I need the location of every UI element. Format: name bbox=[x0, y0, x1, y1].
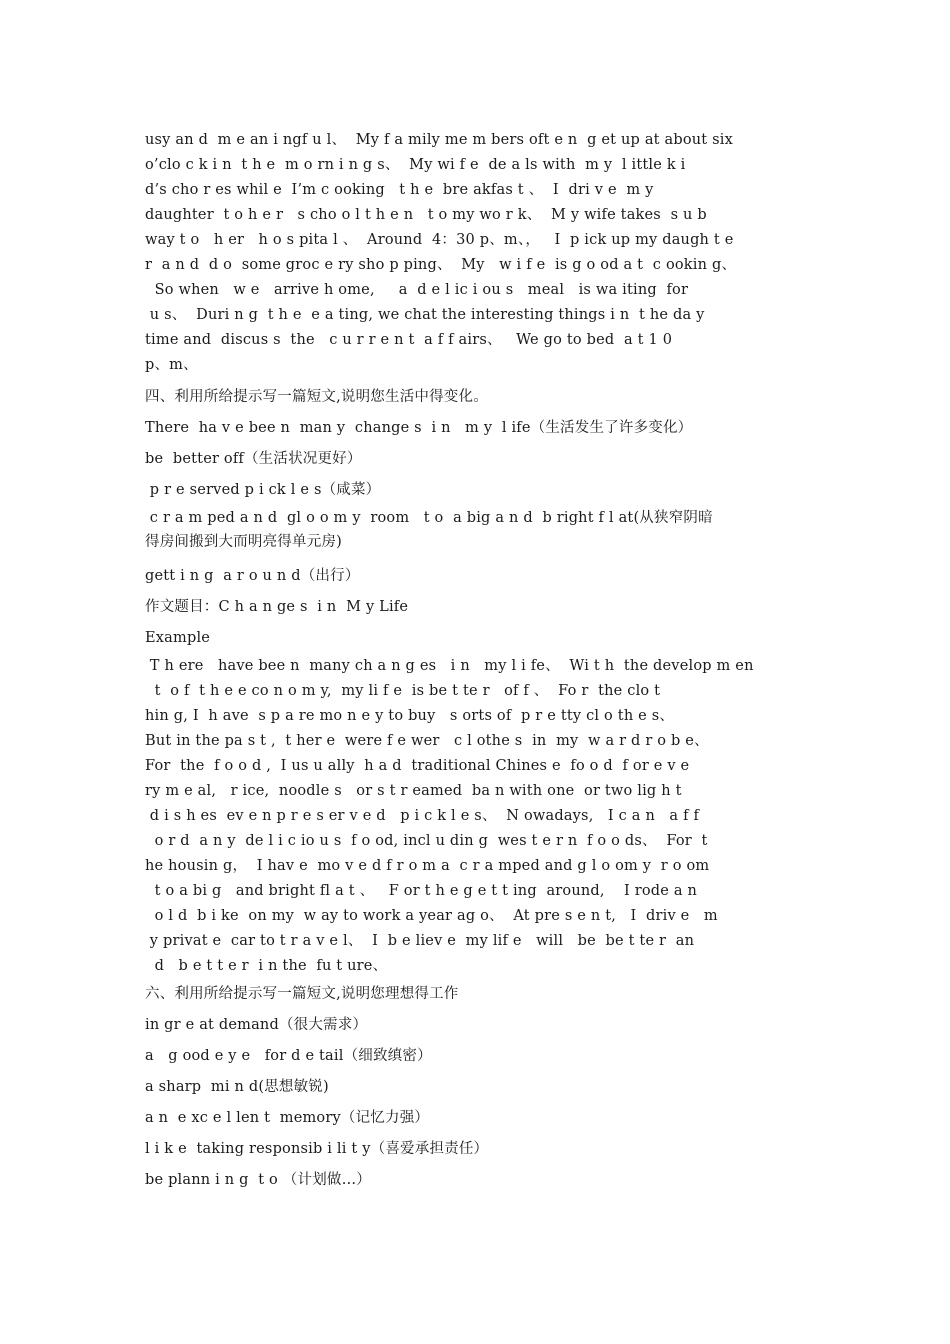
section-heading-6: 六、利用所给提示写一篇短文,说明您理想得工作 bbox=[145, 986, 459, 1002]
text-line: t o a bi g and bright fl a t 、 F or t h e g e t t ing around, I rode a n bbox=[145, 883, 698, 899]
text-line: t o f t h e e co n o m y, my li f e is be t te r of f 、 Fo r the clo t bbox=[145, 683, 661, 699]
text-line: r a n d d o some groc e ry sho p ping、 My w i f e is g o od a t c ookin g、 bbox=[145, 257, 737, 273]
section-heading-4: 四、利用所给提示写一篇短文,说明您生活中得变化。 bbox=[145, 389, 488, 405]
text-line: o r d a n y de l i c io u s f o od, incl u din g wes t e r n f o o ds、 For t bbox=[145, 833, 708, 849]
text-line: But in the pa s t , t her e were f e wer c l othe s in my w a r d r o b e、 bbox=[145, 733, 709, 749]
text-line: d i s h es ev e n p r e s er v e d p i c k l e s、 N owadays, I c a n a f f bbox=[145, 808, 700, 824]
text-line: d’s cho r es whil e I’m c ooking t h e bre akfas t 、 I dri v e m y bbox=[145, 182, 654, 198]
text-line: So when w e arrive h ome, a d e l ic i ou s meal is wa iting for bbox=[145, 282, 689, 298]
document-page bbox=[145, 128, 810, 1196]
text-line: time and discus s the c u r r e n t a f f airs、 We go to bed a t 1 0 bbox=[145, 332, 673, 348]
text-line: hin g, I h ave s p a re mo n e y to buy s orts of p r e tty cl o th e s、 bbox=[145, 708, 675, 724]
hint-item: a g ood e y e for d e tail（细致缜密） bbox=[145, 1048, 432, 1064]
text-line: c r a m ped a n d gl o o m y room t o a big a n d b right f l at(从狭窄阴暗 bbox=[145, 510, 713, 526]
text-line: o’clo c k i n t h e m o rn i n g s、 My wi f e de a ls with m y l ittle k i bbox=[145, 157, 686, 173]
text-line: d b e t t e r i n the fu t ure、 bbox=[145, 958, 388, 974]
text-line: usy an d m e an i ngf u l、 My f a mily me m bers oft e n g et up at about six bbox=[145, 132, 733, 148]
text-line: For the f o o d , I us u ally h a d traditional Chines e fo o d f or e v e bbox=[145, 758, 690, 774]
text-line: T h ere have bee n many ch a n g es i n my l i fe、 Wi t h the develop m en bbox=[145, 658, 754, 674]
example-essay bbox=[145, 654, 810, 979]
example-label: Example bbox=[145, 630, 211, 646]
essay-title: 作文题目：C h a n ge s i n M y Life bbox=[145, 599, 409, 615]
paragraph-daily-life bbox=[145, 128, 810, 378]
text-line: y privat e car to t r a v e l、 I b e liev e my lif e will be be t te r an bbox=[145, 933, 695, 949]
text-line: 得房间搬到大而明亮得单元房) bbox=[145, 534, 342, 550]
hint-item: be better off（生活状况更好） bbox=[145, 451, 362, 467]
text-line: daughter t o h e r s cho o l t h e n t o my wo r k、 M y wife takes s u b bbox=[145, 207, 707, 223]
hint-item: p r e served p i ck l e s（咸菜） bbox=[145, 482, 381, 498]
text-line: p、m、 bbox=[145, 357, 198, 373]
text-line: o l d b i ke on my w ay to work a year ag o、 At pre s e n t, I driv e m bbox=[145, 908, 718, 924]
hint-item-long bbox=[145, 506, 810, 554]
hint-item: l i k e taking responsib i li t y（喜爱承担责任） bbox=[145, 1141, 489, 1157]
hint-item: gett i n g a r o u n d（出行） bbox=[145, 568, 360, 584]
text-line: u s、 Duri n g t h e e a ting, we chat the interesting things i n t he da y bbox=[145, 307, 705, 323]
text-line: ry m e al, r ice, noodle s or s t r eamed ba n with one or two lig h t bbox=[145, 783, 682, 799]
text-line: way t o h er h o s pita l 、 Around 4：30 p、m、， I p ick up my daugh t e bbox=[145, 232, 734, 248]
hint-item: There ha v e bee n man y change s i n m y l ife（生活发生了许多变化） bbox=[145, 420, 693, 436]
hint-item: be plann i n g t o （计划做…） bbox=[145, 1172, 371, 1188]
hint-item: in gr e at demand（很大需求） bbox=[145, 1017, 368, 1033]
hint-item: a n e xc e l len t memory（记忆力强） bbox=[145, 1110, 430, 1126]
text-line: he housin g， I hav e mo v e d f r o m a c r a mped and g l o om y r o om bbox=[145, 858, 710, 874]
hint-item: a sharp mi n d(思想敏锐) bbox=[145, 1079, 329, 1095]
